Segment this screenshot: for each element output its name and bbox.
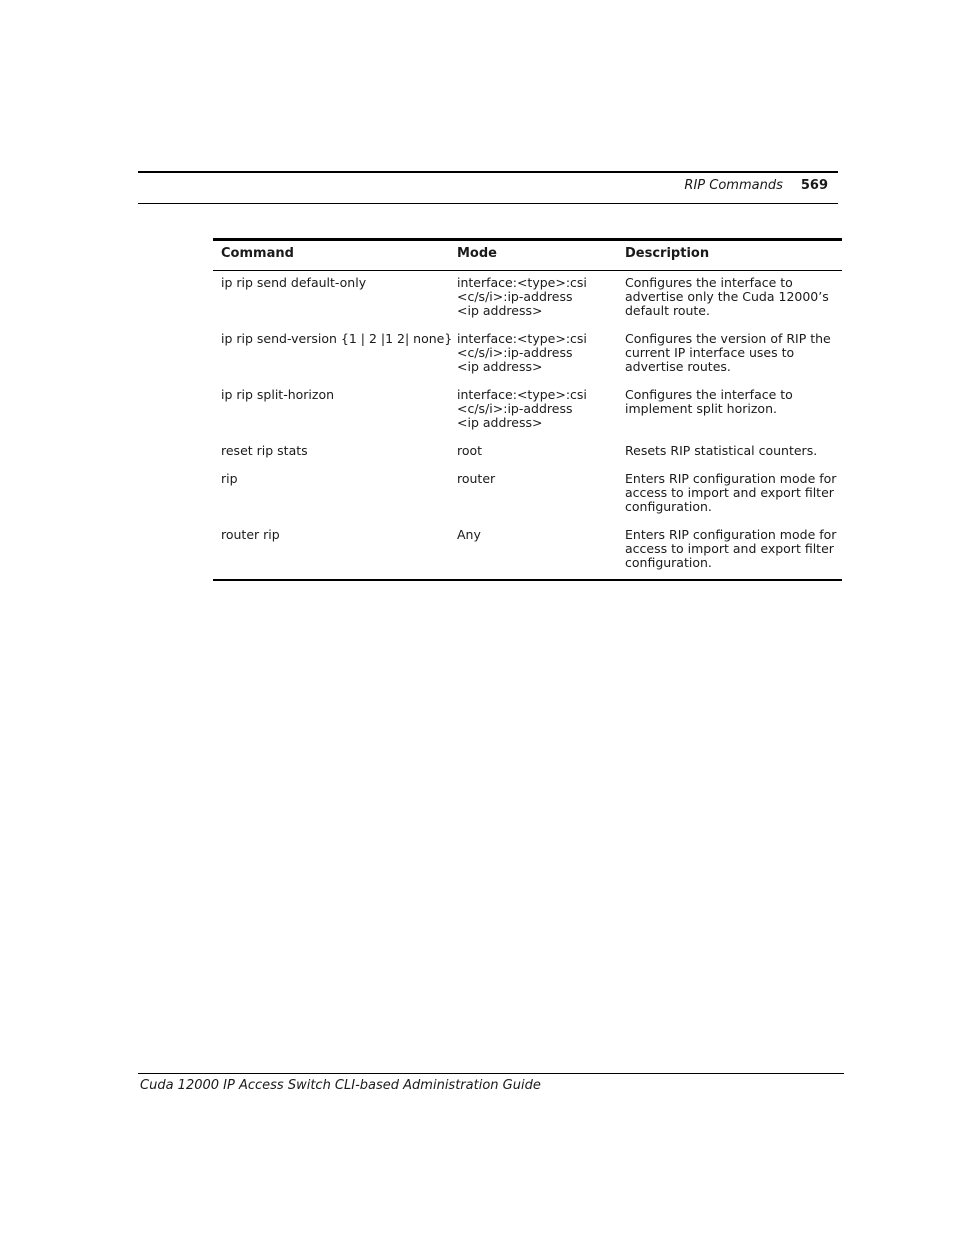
- table-row: [213, 524, 842, 580]
- command-text: ip rip send default-only: [221, 275, 367, 290]
- description-line: advertise routes.: [625, 359, 731, 374]
- mode-cell: [449, 271, 617, 329]
- description-line: Configures the interface to: [625, 387, 793, 402]
- mode-line: <ip address>: [457, 303, 543, 318]
- mode-line: <ip address>: [457, 415, 543, 430]
- rip-commands-table: [213, 238, 842, 581]
- description-line: Configures the interface to: [625, 275, 793, 290]
- description-cell: [617, 384, 842, 440]
- command-text: rip: [221, 471, 238, 486]
- section-title: RIP Commands: [684, 178, 783, 193]
- mode-line: interface:<type>:csi: [457, 275, 587, 290]
- description-line: Configures the version of RIP the: [625, 331, 831, 346]
- mode-line: Any: [457, 527, 481, 542]
- description-line: Enters RIP configuration mode for: [625, 471, 837, 486]
- footer-title: Cuda 12000 IP Access Switch CLI-based Administration Guide: [140, 1078, 541, 1093]
- mode-cell: [449, 328, 617, 384]
- description-line: configuration.: [625, 555, 712, 570]
- command-cell: [213, 440, 449, 468]
- command-cell: [213, 384, 449, 440]
- description-line: access to import and export filter: [625, 541, 834, 556]
- description-cell: [617, 524, 842, 580]
- mode-line: <ip address>: [457, 359, 543, 374]
- mode-line: interface:<type>:csi: [457, 331, 587, 346]
- description-line: current IP interface uses to: [625, 345, 795, 360]
- header-rule-top: [138, 171, 838, 173]
- description-line: advertise only the Cuda 12000’s: [625, 289, 829, 304]
- mode-line: <c/s/i>:ip-address: [457, 401, 573, 416]
- description-line: implement split horizon.: [625, 401, 777, 416]
- mode-cell: [449, 524, 617, 580]
- mode-line: interface:<type>:csi: [457, 387, 587, 402]
- table-row: [213, 328, 842, 384]
- mode-line: router: [457, 471, 496, 486]
- command-cell: [213, 328, 453, 384]
- page-number: 569: [800, 178, 828, 193]
- description-line: default route.: [625, 303, 710, 318]
- description-cell: [617, 468, 842, 524]
- table-row: [213, 384, 842, 440]
- mode-cell: [449, 468, 617, 524]
- mode-line: <c/s/i>:ip-address: [457, 289, 573, 304]
- description-line: configuration.: [625, 499, 712, 514]
- description-cell: [617, 271, 842, 329]
- command-cell: [213, 468, 449, 524]
- running-header: [684, 178, 828, 193]
- column-header-mode: Mode: [449, 240, 617, 271]
- column-header-description: Description: [617, 240, 842, 271]
- table-row: [213, 271, 842, 329]
- command-text: ip rip send-version {1 | 2 |1 2| none}: [221, 331, 453, 346]
- command-cell: [213, 524, 449, 580]
- table-header-row: [213, 240, 842, 271]
- command-cell: [213, 271, 449, 329]
- mode-cell: [449, 440, 617, 468]
- description-line: Resets RIP statistical counters.: [625, 443, 818, 458]
- description-cell: [617, 440, 842, 468]
- mode-cell: [449, 384, 617, 440]
- mode-line: root: [457, 443, 483, 458]
- command-text: ip rip split-horizon: [221, 387, 335, 402]
- description-line: access to import and export filter: [625, 485, 834, 500]
- description-cell: [617, 328, 842, 384]
- column-header-command: Command: [213, 240, 449, 271]
- command-text: router rip: [221, 527, 280, 542]
- description-line: Enters RIP configuration mode for: [625, 527, 837, 542]
- table-row: [213, 440, 842, 468]
- command-text: reset rip stats: [221, 443, 308, 458]
- header-rule-bottom: [138, 203, 838, 204]
- footer-rule: [138, 1073, 844, 1074]
- mode-line: <c/s/i>:ip-address: [457, 345, 573, 360]
- table-row: [213, 468, 842, 524]
